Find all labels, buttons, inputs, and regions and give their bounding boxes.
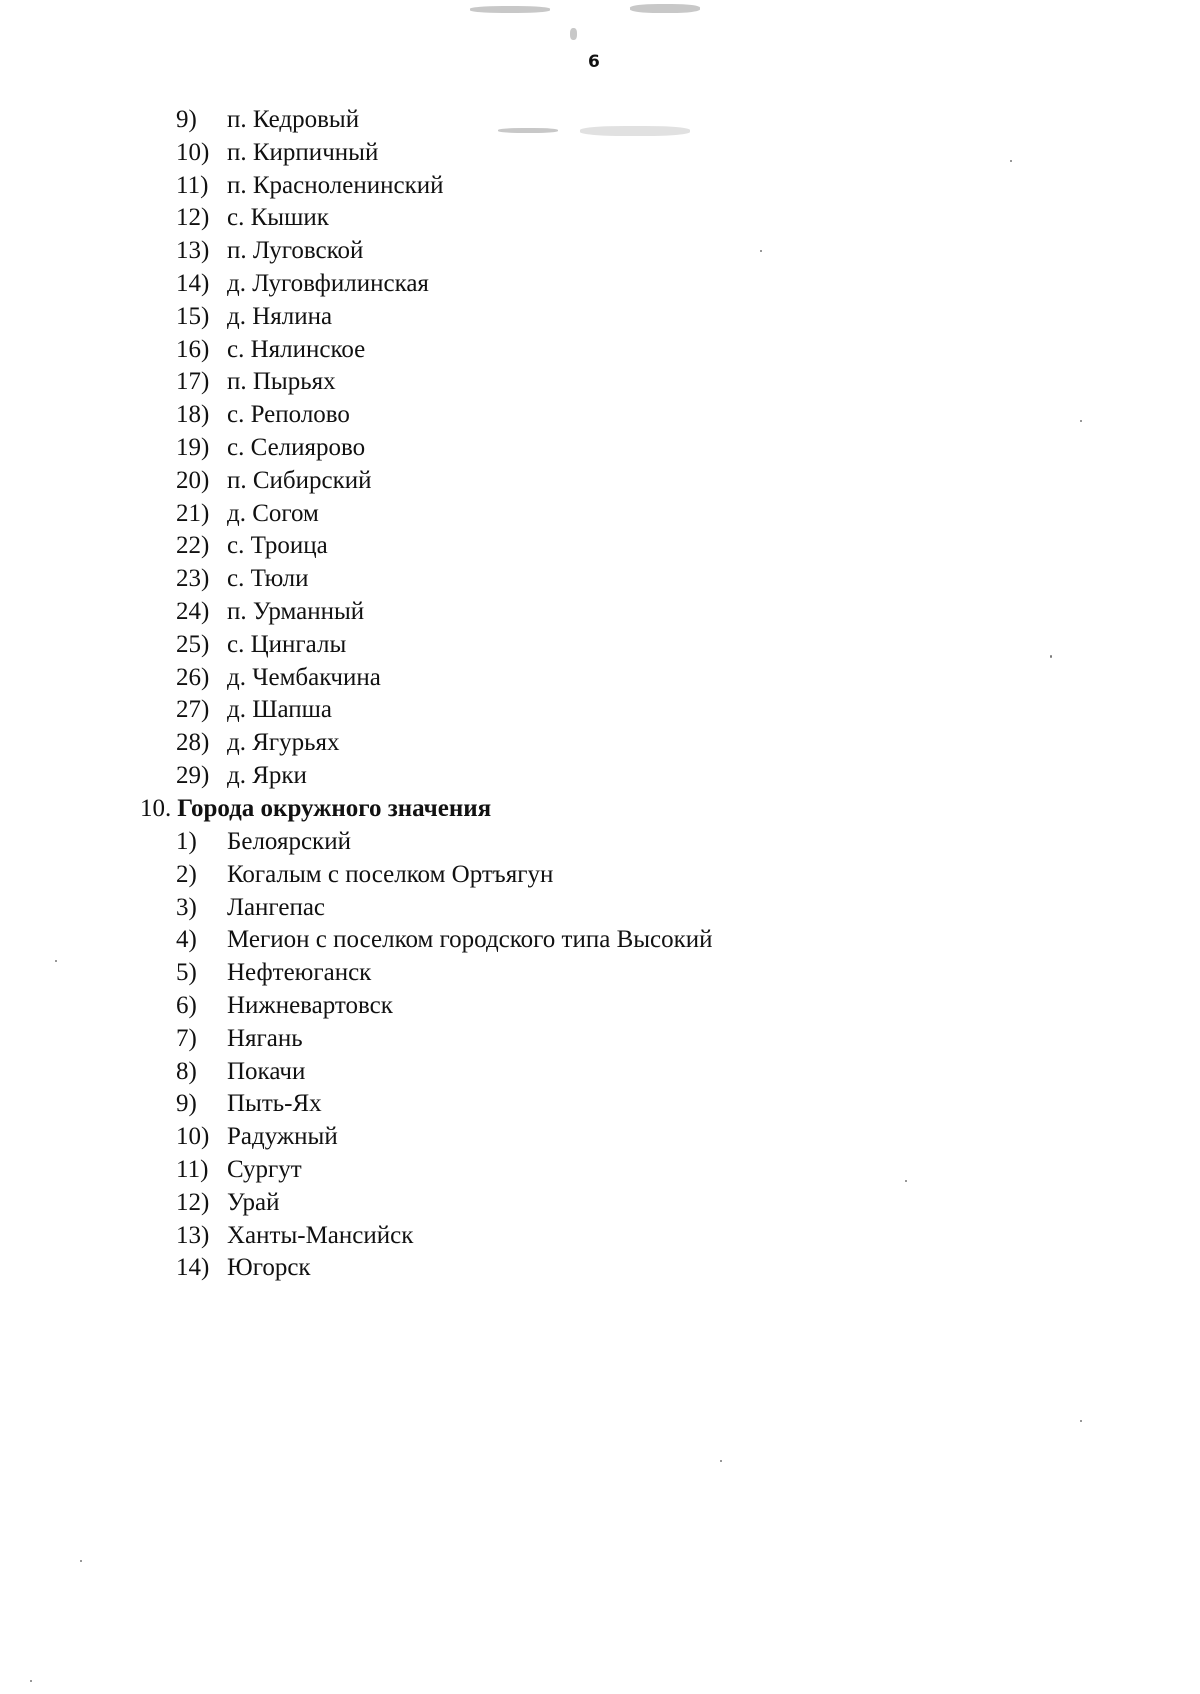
list-item	[176, 399, 444, 432]
item-number: 25)	[176, 630, 210, 658]
list-item	[176, 235, 444, 268]
item-text: п. Пырьях	[227, 368, 336, 396]
item-number: 5)	[176, 959, 197, 987]
item-number: 8)	[176, 1057, 197, 1085]
list-item	[176, 137, 444, 170]
item-number: 9)	[176, 106, 197, 133]
item-text: Когалым с поселком Ортъягун	[227, 860, 554, 888]
list-item	[176, 990, 713, 1023]
item-number: 14)	[176, 1254, 210, 1282]
list-item	[176, 1023, 713, 1056]
item-text: с. Селиярово	[227, 433, 366, 461]
settlements-list	[176, 104, 444, 793]
cities-list	[176, 826, 713, 1285]
item-number: 1)	[176, 828, 197, 855]
list-item	[176, 596, 444, 629]
list-item	[176, 104, 444, 137]
list-item	[176, 170, 444, 203]
list-item	[176, 301, 444, 334]
scan-speck	[80, 1560, 82, 1562]
item-text: п. Кедровый	[227, 106, 360, 133]
item-text: Нефтеюганск	[227, 959, 372, 987]
item-text: Нижневартовск	[227, 991, 393, 1019]
scan-speck	[720, 1460, 722, 1462]
item-number: 2)	[176, 860, 197, 888]
item-number: 28)	[176, 729, 210, 757]
item-text: п. Сибирский	[227, 466, 372, 494]
item-text: Покачи	[227, 1057, 306, 1085]
item-number: 3)	[176, 893, 197, 921]
scan-speck	[905, 1180, 907, 1182]
list-item	[176, 432, 444, 465]
item-text: д. Луговфилинская	[227, 269, 429, 297]
list-item	[176, 530, 444, 563]
scan-speck	[1010, 160, 1012, 162]
item-number: 7)	[176, 1024, 197, 1052]
item-text: п. Урманный	[227, 597, 365, 625]
list-item	[176, 629, 444, 662]
list-item	[176, 892, 713, 925]
item-text: д. Ягурьях	[227, 729, 340, 757]
scan-speck	[1080, 1420, 1082, 1422]
item-number: 16)	[176, 335, 210, 363]
item-text: с. Троица	[227, 532, 328, 560]
item-number: 11)	[176, 171, 209, 199]
item-number: 20)	[176, 466, 210, 494]
item-text: с. Нялинское	[227, 335, 366, 363]
item-number: 26)	[176, 663, 210, 691]
item-number: 22)	[176, 532, 210, 560]
page-number: 6	[588, 52, 600, 72]
item-number: 9)	[176, 1090, 197, 1118]
list-item	[176, 366, 444, 399]
scan-smudge	[498, 128, 558, 133]
list-item	[176, 498, 444, 531]
item-number: 29)	[176, 761, 210, 789]
item-text: д. Чембакчина	[227, 663, 381, 691]
scan-speck	[30, 1680, 32, 1682]
item-text: д. Ярки	[227, 761, 307, 789]
section-heading	[140, 793, 491, 826]
list-item	[176, 1088, 713, 1121]
item-number: 11)	[176, 1155, 209, 1183]
item-number: 24)	[176, 597, 210, 625]
item-text: п. Красноленинский	[227, 171, 444, 199]
item-text: д. Согом	[227, 499, 319, 527]
item-text: с. Тюли	[227, 565, 309, 593]
item-number: 13)	[176, 1221, 210, 1249]
list-item	[176, 662, 444, 695]
item-text: Урай	[227, 1188, 280, 1216]
list-item	[176, 1121, 713, 1154]
item-number: 10)	[176, 1123, 210, 1151]
list-item	[176, 957, 713, 990]
list-item	[176, 1187, 713, 1220]
scan-speck	[760, 250, 762, 252]
scan-speck	[55, 960, 57, 962]
scan-smudge	[580, 126, 690, 136]
item-text: Сургут	[227, 1155, 302, 1183]
section-number: 10.	[140, 795, 172, 822]
item-number: 4)	[176, 926, 197, 954]
scan-smudge	[630, 4, 700, 13]
section-title: Города окружного значения	[177, 795, 492, 822]
item-number: 15)	[176, 302, 210, 330]
list-item	[176, 465, 444, 498]
scan-smudge	[470, 6, 550, 13]
item-number: 21)	[176, 499, 210, 527]
item-number: 18)	[176, 401, 210, 429]
item-number: 6)	[176, 991, 197, 1019]
list-item	[176, 924, 713, 957]
list-item	[176, 202, 444, 235]
list-item	[176, 727, 444, 760]
item-text: с. Реполово	[227, 401, 350, 429]
item-text: д. Шапша	[227, 696, 332, 724]
scan-speck	[1050, 655, 1052, 658]
list-item	[176, 826, 713, 859]
item-number: 10)	[176, 138, 210, 166]
list-item	[176, 1252, 713, 1285]
item-text: Югорск	[227, 1254, 311, 1282]
item-number: 13)	[176, 237, 210, 265]
list-item	[176, 268, 444, 301]
item-text: Пыть-Ях	[227, 1090, 322, 1118]
list-item	[176, 760, 444, 793]
item-number: 17)	[176, 368, 210, 396]
item-text: Лангепас	[227, 893, 326, 921]
item-number: 12)	[176, 1188, 210, 1216]
item-number: 23)	[176, 565, 210, 593]
list-item	[176, 694, 444, 727]
list-item	[176, 1154, 713, 1187]
item-text: п. Кирпичный	[227, 138, 379, 166]
item-text: Нягань	[227, 1024, 303, 1052]
item-number: 19)	[176, 433, 210, 461]
list-item	[176, 334, 444, 367]
item-text: Белоярский	[227, 828, 351, 855]
item-text: Мегион с поселком городского типа Высокий	[227, 926, 713, 954]
item-number: 27)	[176, 696, 210, 724]
list-item	[176, 1056, 713, 1089]
item-text: Радужный	[227, 1123, 338, 1151]
list-item	[176, 563, 444, 596]
item-text: с. Цингалы	[227, 630, 347, 658]
list-item	[176, 1220, 713, 1253]
item-number: 12)	[176, 204, 210, 232]
scan-smudge	[570, 28, 577, 40]
item-text: с. Кышик	[227, 204, 329, 232]
item-number: 14)	[176, 269, 210, 297]
list-item	[176, 859, 713, 892]
scan-speck	[1080, 420, 1082, 422]
item-text: Ханты-Мансийск	[227, 1221, 414, 1249]
item-text: п. Луговской	[227, 237, 364, 265]
item-text: д. Нялина	[227, 302, 333, 330]
